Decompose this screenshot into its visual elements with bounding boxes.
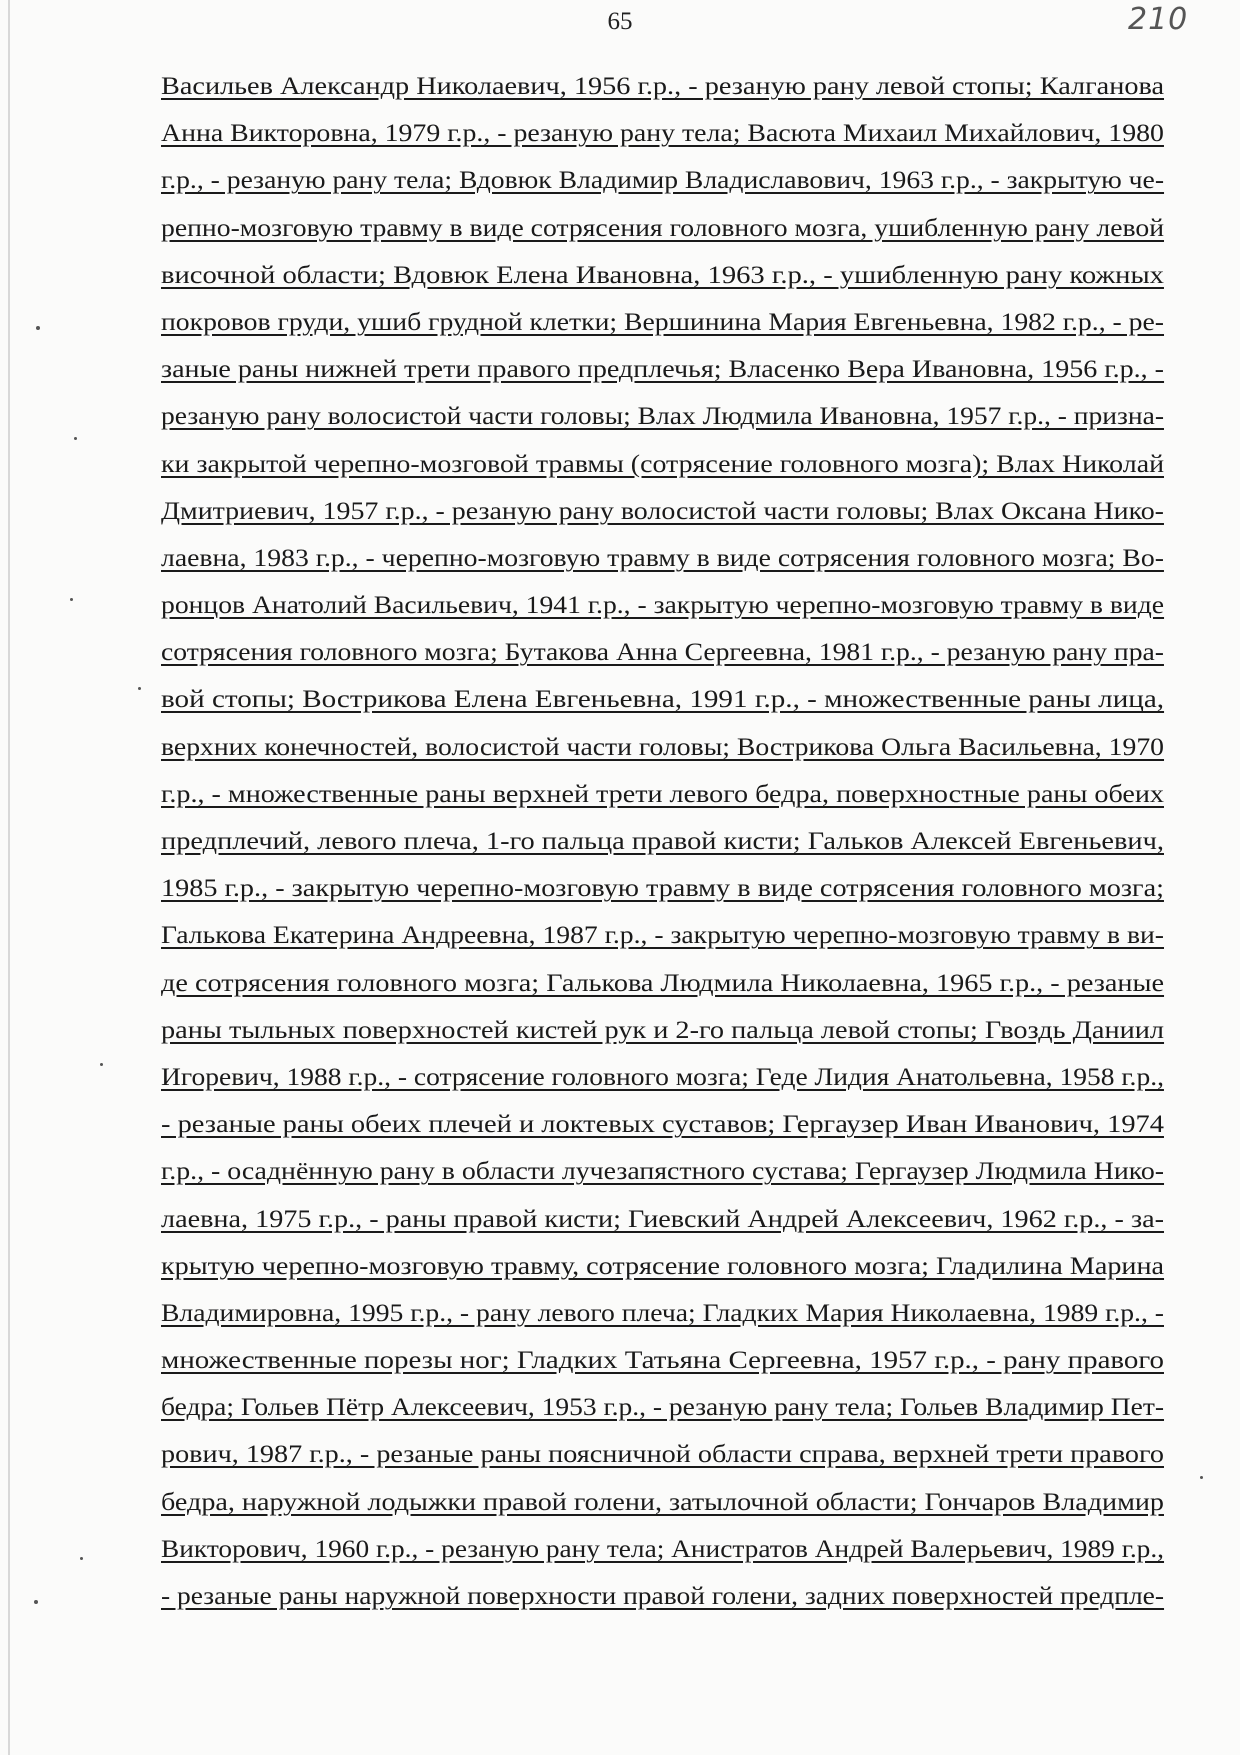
text-line-content: крытую черепно-мозговую травму, сотрясение головного мозга; Гладилина Марина [161, 1250, 1165, 1280]
text-line-content: г.р., - осаднённую рану в области лучезапястного сустава; Гергаузер Людмила Нико- [161, 1156, 1165, 1186]
document-body [161, 62, 1164, 1619]
text-line-content: височной области; Вдовюк Елена Ивановна, 1963 г.р., - ушибленную рану кожных [161, 259, 1164, 289]
scan-speck [100, 1063, 103, 1066]
text-line [161, 911, 1164, 958]
text-line-content: Васильев Александр Николаевич, 1956 г.р., - резаную рану левой стопы; Калганова [161, 71, 1165, 100]
text-line-content: раны тыльных поверхностей кистей рук и 2-го пальца левой стопы; Гвоздь Даниил [161, 1014, 1165, 1044]
text-line-content: сотрясения головного мозга; Бутакова Анна Сергеевна, 1981 г.р., - резаную рану пра- [161, 637, 1164, 667]
scan-speck [36, 326, 40, 330]
text-line-content: - резаные раны наружной поверхности правой голени, задних поверхностей предпле- [161, 1581, 1165, 1610]
text-line [161, 534, 1164, 581]
scan-speck [34, 1600, 38, 1604]
text-line [161, 109, 1164, 156]
scan-speck [1200, 1476, 1203, 1479]
text-line [161, 1147, 1164, 1194]
text-line-content: ронцов Анатолий Васильевич, 1941 г.р., - закрытую черепно-мозговую травму в виде [161, 590, 1165, 620]
text-line [161, 62, 1164, 109]
text-line [161, 1195, 1164, 1242]
text-line [161, 675, 1164, 722]
text-line [161, 392, 1164, 439]
text-line [161, 1336, 1164, 1383]
text-line-content: г.р., - резаную рану тела; Вдовюк Владимир Владиславович, 1963 г.р., - закрытую че- [161, 165, 1165, 195]
text-line [161, 959, 1164, 1006]
handwritten-archive-number: 210 [1128, 2, 1189, 37]
text-line [161, 581, 1164, 628]
page-number: 65 [607, 8, 633, 35]
text-line [161, 204, 1164, 251]
text-line [161, 345, 1164, 392]
text-line-content: рович, 1987 г.р., - резаные раны поясничной области справа, верхней трети правого [161, 1439, 1164, 1469]
text-line [161, 440, 1164, 487]
scan-speck [70, 598, 73, 601]
text-line-content: бедра; Гольев Пётр Алексеевич, 1953 г.р., - резаную рану тела; Гольев Владимир Пет- [161, 1392, 1165, 1422]
text-line-content: множественные порезы ног; Гладких Татьяна Сергеевна, 1957 г.р., - рану правого [161, 1345, 1164, 1375]
text-line [161, 770, 1164, 817]
text-line-content: де сотрясения головного мозга; Галькова Людмила Николаевна, 1965 г.р., - резаные [161, 967, 1165, 997]
text-line-content: лаевна, 1983 г.р., - черепно-мозговую травму в виде сотрясения головного мозга; Во- [161, 542, 1164, 572]
text-line [161, 864, 1164, 911]
text-line-content: репно-мозговую травму в виде сотрясения головного мозга, ушибленную рану левой [161, 212, 1165, 242]
text-line [161, 298, 1164, 345]
text-line [161, 628, 1164, 675]
text-line-content: Анна Викторовна, 1979 г.р., - резаную рану тела; Васюта Михаил Михайлович, 1980 [161, 118, 1164, 148]
text-line-content: заные раны нижней трети правого предплечья; Власенко Вера Ивановна, 1956 г.р., - [161, 354, 1165, 384]
text-line-content: бедра, наружной лодыжки правой голени, затылочной области; Гончаров Владимир [161, 1486, 1164, 1516]
text-line [161, 1478, 1164, 1525]
text-line [161, 1006, 1164, 1053]
scan-speck [80, 1557, 83, 1560]
text-line [161, 723, 1164, 770]
text-line [161, 1289, 1164, 1336]
text-line-content: ки закрытой черепно-мозговой травмы (сотрясение головного мозга); Влах Николай [161, 448, 1165, 478]
scan-speck [138, 687, 141, 690]
text-line-content: лаевна, 1975 г.р., - раны правой кисти; Гиевский Андрей Алексеевич, 1962 г.р., - за- [161, 1203, 1165, 1233]
text-line-content: вой стопы; Вострикова Елена Евгеньевна, 1991 г.р., - множественные раны лица, [161, 684, 1165, 714]
text-line [161, 1383, 1164, 1430]
text-line-content: резаную рану волосистой части головы; Влах Людмила Ивановна, 1957 г.р., - призна- [161, 401, 1164, 431]
text-line-content: г.р., - множественные раны верхней трети левого бедра, поверхностные раны обеих [161, 778, 1164, 808]
text-line-content: предплечий, левого плеча, 1-го пальца правой кисти; Гальков Алексей Евгеньевич, [161, 826, 1164, 855]
text-line [161, 487, 1164, 534]
text-line-content: - резаные раны обеих плечей и локтевых суставов; Гергаузер Иван Иванович, 1974 [161, 1109, 1164, 1139]
text-line [161, 1053, 1164, 1100]
text-line [161, 251, 1164, 298]
scan-speck [74, 437, 77, 440]
text-line [161, 1242, 1164, 1289]
text-line-content: 1985 г.р., - закрытую черепно-мозговую травму в виде сотрясения головного мозга; [161, 873, 1164, 903]
text-line [161, 156, 1164, 203]
text-line [161, 1572, 1164, 1619]
text-line [161, 1430, 1164, 1477]
text-line-content: Галькова Екатерина Андреевна, 1987 г.р., - закрытую черепно-мозговую травму в ви- [161, 920, 1164, 950]
text-line-content: Игоревич, 1988 г.р., - сотрясение головного мозга; Геде Лидия Анатольевна, 1958 г.р., [161, 1061, 1164, 1091]
text-line-content: покровов груди, ушиб грудной клетки; Вершинина Мария Евгеньевна, 1982 г.р., - ре- [161, 306, 1165, 336]
text-line [161, 1525, 1164, 1572]
text-line-content: верхних конечностей, волосистой части головы; Вострикова Ольга Васильевна, 1970 [161, 731, 1165, 761]
text-line-content: Викторович, 1960 г.р., - резаную рану тела; Анистратов Андрей Валерьевич, 1989 г.р., [161, 1533, 1165, 1563]
text-line [161, 1100, 1164, 1147]
scan-edge [8, 0, 10, 1755]
text-line-content: Дмитриевич, 1957 г.р., - резаную рану волосистой части головы; Влах Оксана Нико- [161, 495, 1164, 525]
text-line-content: Владимировна, 1995 г.р., - рану левого плеча; Гладких Мария Николаевна, 1989 г.р., - [161, 1297, 1164, 1327]
text-line [161, 817, 1164, 864]
